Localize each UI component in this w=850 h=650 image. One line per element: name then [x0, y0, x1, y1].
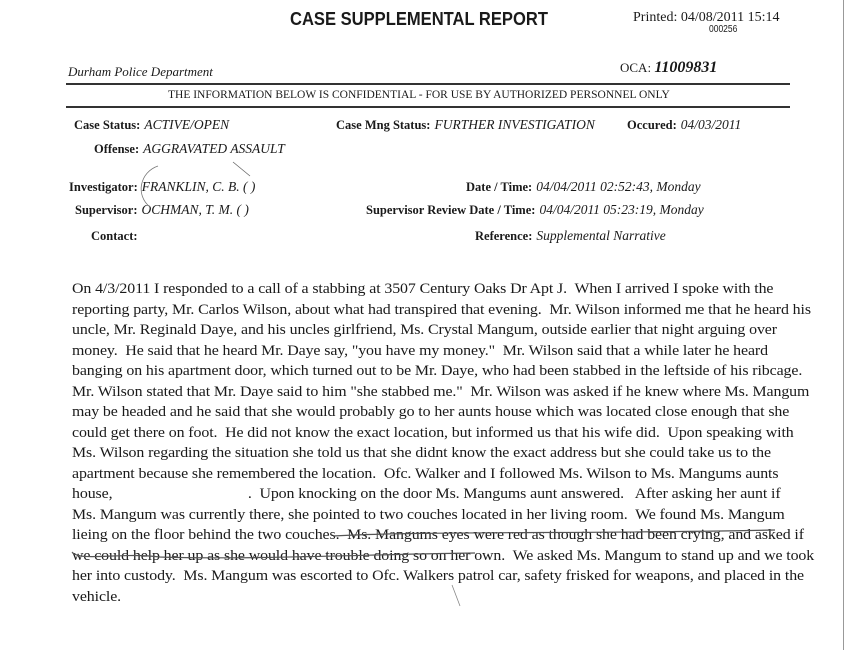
report-title: CASE SUPPLEMENTAL REPORT [290, 9, 548, 29]
pen-stray-mark [452, 585, 460, 606]
field-value: OCHMAN, T. M. ( ) [141, 202, 249, 217]
narrative-line: Ms. Mangum was currently there, she pointed to two couches located in her living room. We found Ms. Mangum [72, 506, 785, 523]
field-label: Date / Time: [466, 180, 533, 194]
narrative-line: apartment because she remembered the location. Ofc. Walker and I followed Ms. Wilson to Ms. Mangums aunts [72, 465, 779, 482]
narrative-line: uncle, Mr. Reginald Daye, and his uncles girlfriend, Ms. Crystal Mangum, outside earlier that night arguing over [72, 322, 777, 338]
narrative-line: we could help her up as she would have trouble doing so on her own. We asked Ms. Mangum to stand up and we took [72, 547, 815, 564]
pen-underline-mark [72, 552, 475, 558]
printed-timestamp: Printed: 04/08/2011 15:14 [633, 10, 780, 25]
pen-underline-mark [333, 530, 775, 536]
field-value: Supplemental Narrative [536, 228, 666, 243]
narrative-line: banging on his apartment door, which turned out to be Mr. Daye, who had been stabbed in the leftside of his ribcage. [72, 363, 803, 379]
field-value: FURTHER INVESTIGATION [434, 117, 595, 132]
narrative-line: may be headed and he said that she would probably go to her aunts house which was located close enough that she [72, 404, 790, 420]
field-label: Investigator: [69, 180, 138, 194]
field-value: 04/03/2011 [680, 117, 742, 132]
narrative-line: money. He said that he heard Mr. Daye say, "you have my money." Mr. Wilson said that a while later he heard [72, 342, 768, 359]
narrative-line: vehicle. [72, 588, 122, 605]
field-label: Supervisor Review Date / Time: [366, 203, 536, 217]
narrative-line: her into custody. Ms. Mangum was escorted to Ofc. Walkers patrol car, safety frisked for weapons, and placed in the [72, 568, 804, 584]
narrative-line: reporting party, Mr. Carlos Wilson, about what had transpired that evening. Mr. Wilson informed me that he heard his [72, 301, 811, 318]
narrative-line: On 4/3/2011 I responded to a call of a stabbing at 3507 Century Oaks Dr Apt J. When I arrived I spoke with the [72, 281, 774, 297]
oca-label: OCA: [620, 60, 652, 75]
narrative-line: could get there on foot. He did not know the exact location, but informed us that his wife did. Upon speaking with [72, 424, 794, 441]
field-label: Offense: [94, 142, 140, 156]
pen-tick-mark [233, 162, 250, 176]
field-label: Case Status: [74, 118, 141, 132]
narrative-line: Mr. Wilson stated that Mr. Daye said to him "she stabbed me." Mr. Wilson was asked if he knew where Ms. Mangum [72, 383, 810, 400]
page-number: 000256 [709, 24, 738, 35]
field-value: 04/04/2011 05:23:19, Monday [539, 202, 704, 217]
field-label: Reference: [475, 229, 533, 243]
confidential-notice: THE INFORMATION BELOW IS CONFIDENTIAL - FOR USE BY AUTHORIZED PERSONNEL ONLY [168, 89, 670, 101]
field-label: Case Mng Status: [336, 118, 431, 132]
narrative-line: house, . Upon knocking on the door Ms. Mangums aunt answered. After asking her aunt if [72, 486, 781, 502]
field-label: Supervisor: [75, 203, 138, 217]
field-label: Occured: [627, 118, 677, 132]
pen-circle-mark [141, 166, 158, 207]
field-value: ACTIVE/OPEN [144, 117, 230, 132]
narrative-line: lieing on the floor behind the two couches. Ms. Mangums eyes were red as though she had been crying, and asked if [72, 527, 804, 543]
field-label: Contact: [91, 229, 138, 243]
field-value: 04/04/2011 02:52:43, Monday [536, 179, 701, 194]
oca-value: 11009831 [654, 59, 718, 76]
department-name: Durham Police Department [68, 64, 213, 79]
field-value: FRANKLIN, C. B. ( ) [141, 179, 256, 194]
field-value: AGGRAVATED ASSAULT [143, 141, 285, 156]
narrative-line: Ms. Wilson regarding the situation she told us that she didnt know the exact address but she could take us to the [72, 445, 771, 461]
